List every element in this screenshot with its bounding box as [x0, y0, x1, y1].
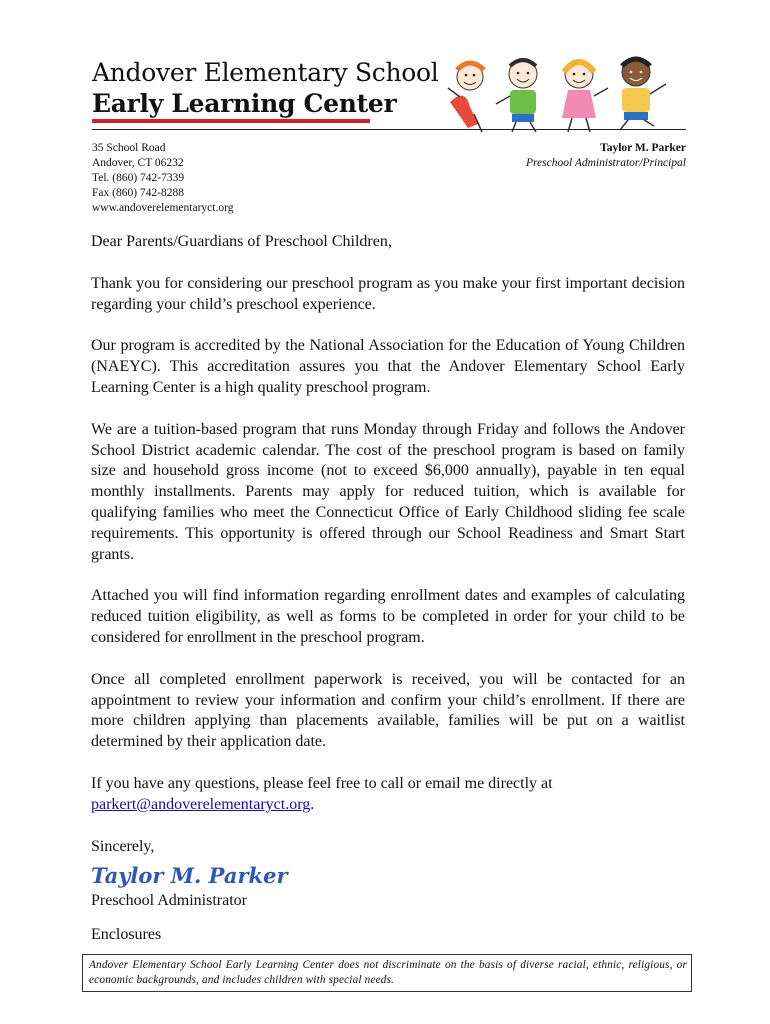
contact-period: .: [310, 795, 315, 813]
sender-block: [526, 141, 686, 171]
child-pink: [562, 60, 608, 132]
signer-title: Preschool Administrator: [91, 892, 247, 910]
child-green: [496, 60, 537, 132]
handwritten-signature: Taylor M. Parker: [91, 863, 288, 889]
nondiscrimination-notice: Andover Elementary School Early Learning Center does not discriminate on the basis of diverse racial, ethnic, religious, or economic backgrounds, and includes children with special needs.: [82, 954, 692, 992]
school-address-block: [92, 141, 233, 216]
paragraph-accreditation: Our program is accredited by the National Association for the Education of Young Children (NAEYC). This accreditation assures you that the Andover Elementary School Early Learning Center is a high quality preschool program.: [91, 337, 685, 396]
paragraph-contact: [91, 774, 685, 816]
paragraph-intro: Thank you for considering our preschool program as you make your first important decision regarding your child’s preschool experience.: [91, 274, 685, 313]
address-street: 35 School Road: [92, 142, 166, 154]
paragraph-tuition: We are a tuition-based program that runs Monday through Friday and follows the Andover School District academic calendar. The cost of the preschool program is based on family size and household gross income (not to exceed $6,000 annually), payable in ten equal monthly installments. Parents may apply for reduced tuition, which is available for qualifying families who meet the Connecticut Office of Early Childhood sliding fee scale requirements. This opportunity is offered through our School Readiness and Smart Start grants.: [91, 420, 685, 563]
letter-body: [91, 232, 685, 967]
sender-name: Taylor M. Parker: [600, 142, 686, 154]
child-red: [448, 63, 484, 132]
header-divider: [92, 129, 686, 130]
child-blue: [620, 58, 666, 130]
letterhead-center-name: Early Learning Center: [92, 89, 397, 118]
address-fax: Fax (860) 742-8288: [92, 187, 184, 199]
paragraph-enrollment-info: Attached you will find information regarding enrollment dates and examples of calculating reduced tuition eligibility, as well as forms to be completed in order for your child to be considered for enrollment in the preschool program.: [91, 587, 685, 646]
children-illustration: [440, 52, 690, 134]
enclosures-note: Enclosures: [91, 926, 162, 944]
address-city: Andover, CT 06232: [92, 157, 184, 169]
address-phone: Tel. (860) 742-7339: [92, 172, 185, 184]
email-link[interactable]: parkert@andoverelementaryct.org: [91, 795, 311, 813]
contact-text: If you have any questions, please feel free to call or email me directly at: [91, 774, 553, 792]
paragraph-paperwork: Once all completed enrollment paperwork is received, you will be contacted for an appointment to review your information and confirm your child’s enrollment. If there are more children applying than placements available, families will be put on a waitlist determined by their application date.: [91, 670, 685, 751]
letterhead-accent-bar: [92, 119, 370, 123]
sender-title: Preschool Administrator/Principal: [525, 157, 686, 169]
closing: Sincerely,: [91, 837, 155, 855]
letter-greeting: Dear Parents/Guardians of Preschool Children,: [91, 233, 392, 250]
letterhead-school-name: Andover Elementary School: [92, 58, 439, 87]
address-website: www.andoverelementaryct.org: [92, 202, 234, 214]
